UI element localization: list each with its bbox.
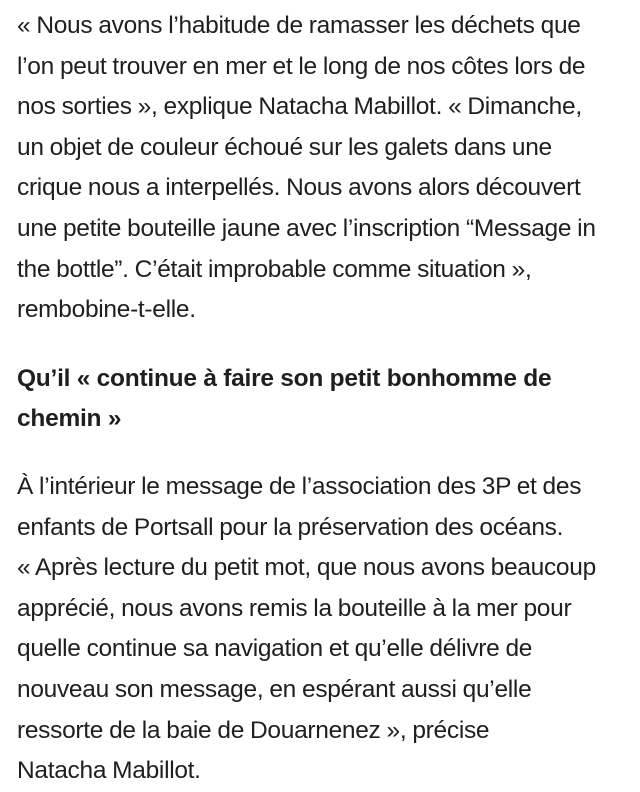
heading-line: Qu’il « continue à faire son petit bonhomme de xyxy=(17,364,552,392)
paragraph-intro xyxy=(17,6,635,331)
text-line: Natacha Mabillot. xyxy=(17,757,201,785)
text-line: nos sorties », explique Natacha Mabillot. « Dimanche, xyxy=(17,93,582,121)
text-line: un objet de couleur échoué sur les galets dans une xyxy=(17,133,552,161)
text-line: « Nous avons l’habitude de ramasser les déchets que xyxy=(17,12,581,39)
text-line: ressorte de la baie de Douarnenez », précise xyxy=(17,716,490,744)
text-line: crique nous a interpellés. Nous avons alors découvert xyxy=(17,174,581,202)
text-line: quelle continue sa navigation et qu’elle délivre de xyxy=(17,635,533,663)
text-line: une petite bouteille jaune avec l’inscription “Message in xyxy=(17,214,596,242)
heading-line: chemin » xyxy=(17,405,122,433)
text-line: l’on peut trouver en mer et le long de nos côtes lors de xyxy=(17,52,586,80)
section-heading xyxy=(17,359,635,440)
text-line: « Après lecture du petit mot, que nous avons beaucoup xyxy=(17,554,596,582)
text-line: the bottle”. C’était improbable comme situation », xyxy=(17,255,532,283)
text-line: apprécié, nous avons remis la bouteille à la mer pour xyxy=(17,594,572,622)
text-line: À l’intérieur le message de l’association des 3P et des xyxy=(17,472,582,500)
text-line: rembobine-t-elle. xyxy=(17,296,196,324)
text-line: enfants de Portsall pour la préservation des océans. xyxy=(17,513,564,541)
text-line: nouveau son message, en espérant aussi qu’elle xyxy=(17,675,532,703)
paragraph-body xyxy=(17,467,635,792)
article-body xyxy=(17,6,635,792)
